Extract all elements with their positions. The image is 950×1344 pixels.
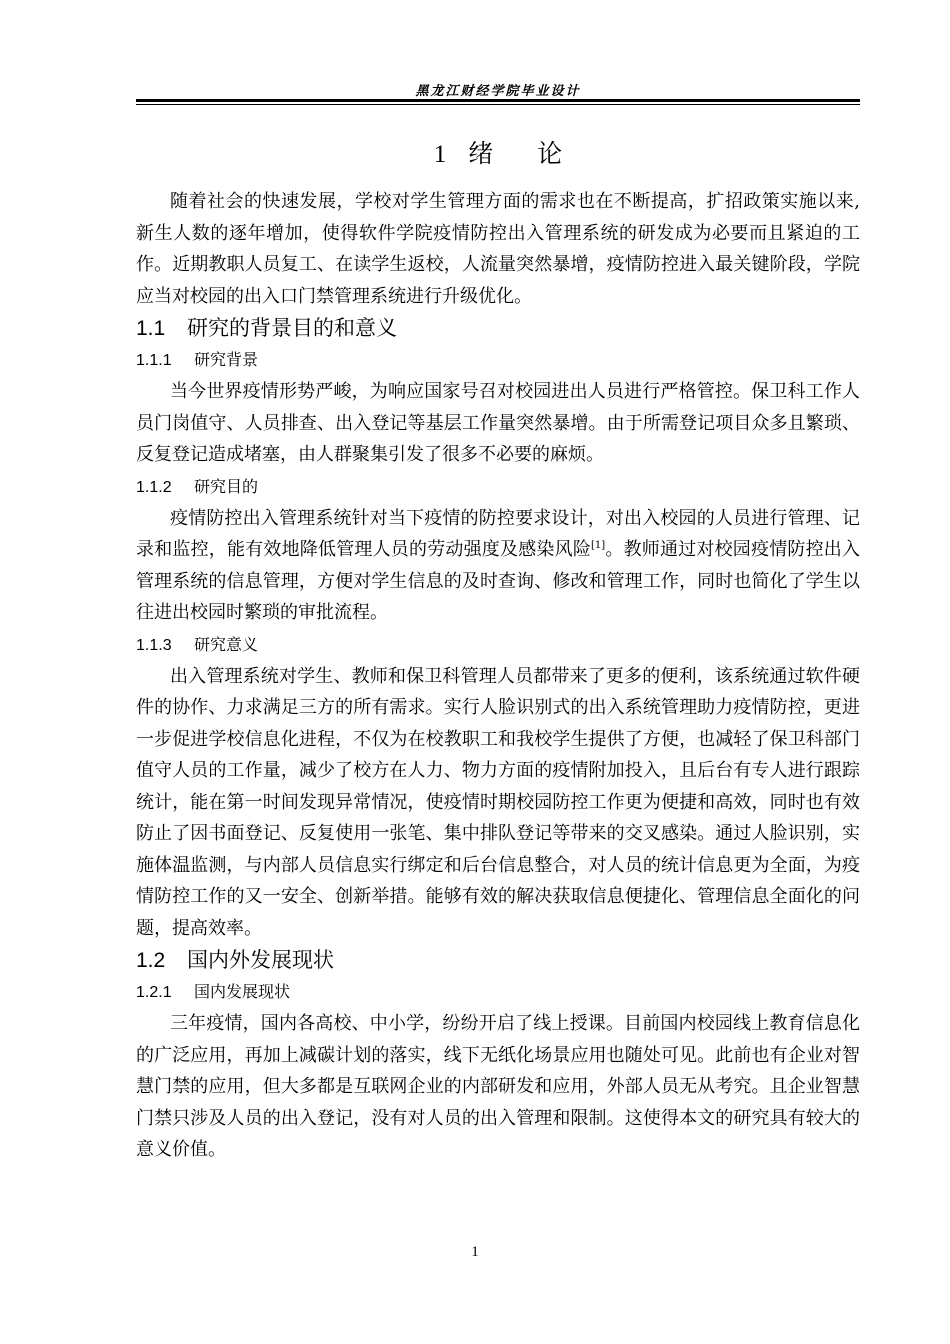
section-title: 国内外发展现状 [187,948,334,972]
subsection-heading-1-1-1 [136,344,860,376]
header-rule-thick [136,99,860,102]
subsection-title: 研究目的 [194,476,259,496]
subsection-title: 国内发展现状 [194,982,291,1001]
section-number: 1.1 [136,317,166,340]
section-number: 1.2 [136,949,166,972]
subsection-title: 研究背景 [194,350,259,369]
paragraph-research-purpose [136,503,860,629]
chapter-number: 1 [433,141,447,168]
running-header: 黑龙江财经学院毕业设计 [415,84,581,99]
chapter-title [136,134,860,170]
citation-reference[interactable]: [1] [591,540,606,551]
subsection-number: 1.2.1 [136,984,172,1001]
subsection-heading-1-2-1 [136,976,860,1008]
header-rule-thin [136,104,860,105]
paragraph-research-background: 当今世界疫情形势严峻，为响应国家号召对校园进出人员进行严格管控。保卫科工作人员门岗值守、人员排查、出入登记等基层工作量突然暴增。由于所需登记项目众多且繁琐、反复登记造成堵塞，由人群聚集引发了很多不必要的麻烦。 [136,381,860,465]
paragraph-research-significance: 出入管理系统对学生、教师和保卫科管理人员都带来了更多的便利，该系统通过软件硬件的协作、力求满足三方的所有需求。实行人脸识别式的出入系统管理助力疫情防控，更进一步促进学校信息化进程，不仅为在校教职工和我校学生提供了方便，也减轻了保卫科部门值守人员的工作量，减少了校方在人力、物力方面的疫情附加投入，且后台有专人进行跟踪统计，能在第一时间发现异常情况，使疫情时期校园防控工作更为便捷和高效，同时也有效防止了因书面登记、反复使用一张笔、集中排队登记等带来的交叉感染。通过人脸识别，实施体温监测，与内部人员信息实行绑定和后台信息整合，对人员的统计信息更为全面，为疫情防控工作的又一安全、创新举措。能够有效的解决获取信息便捷化、管理信息全面化的问题，提高效率。 [136,665,860,939]
paragraph-domestic-status: 三年疫情，国内各高校、中小学，纷纷开启了线上授课。目前国内校园线上教育信息化的广泛应用，再加上减碳计划的落实，线下无纸化场景应用也随处可见。此前也有企业对智慧门禁的应用，但大多都是互联网企业的内部研发和应用，外部人员无从考究。且企业智慧门禁只涉及人员的出入登记，没有对人员的出入管理和限制。这使得本文的研究具有较大的意义价值。 [136,1013,860,1160]
subsection-number: 1.1.1 [136,352,172,369]
chapter-title-part2: 论 [537,139,563,168]
subsection-number: 1.1.3 [136,636,172,654]
subsection-number: 1.1.2 [136,478,172,496]
intro-paragraph: 随着社会的快速发展，学校对学生管理方面的需求也在不断提高，扩招政策实施以来, 新生人数的逐年增加，使得软件学院疫情防控出入管理系统的研发成为必要而且紧迫的工作。近期教职人员复工、在读学生返校，人流量突然暴增，疫情防控进入最关键阶段，学院应当对校园的出入口门禁管理系统进行升级优化。 [136,191,860,307]
section-heading-1-1 [136,312,860,344]
paragraph-text: 疫情防控出入管理系统针对当下疫情的防控要求设计，对出入校园的人员进行管理、记录和监控，能有效地降低管理人员的劳动强度及感染风险 [136,507,860,560]
subsection-heading-1-1-3 [136,629,860,661]
paragraph-text: 。教师通过对校园疫情防控出入管理系统的信息管理，方便对学生信息的及时查询、修改和管理工作，同时也简化了学生以往进出校园时繁琐的审批流程。 [136,539,860,623]
subsection-heading-1-1-2 [136,471,860,503]
subsection-title: 研究意义 [194,634,259,654]
body-content [136,186,860,1166]
chapter-title-part1: 绪 [468,139,494,168]
section-title: 研究的背景目的和意义 [187,316,397,340]
section-heading-1-2 [136,944,860,976]
page-number: 1 [471,1244,479,1260]
